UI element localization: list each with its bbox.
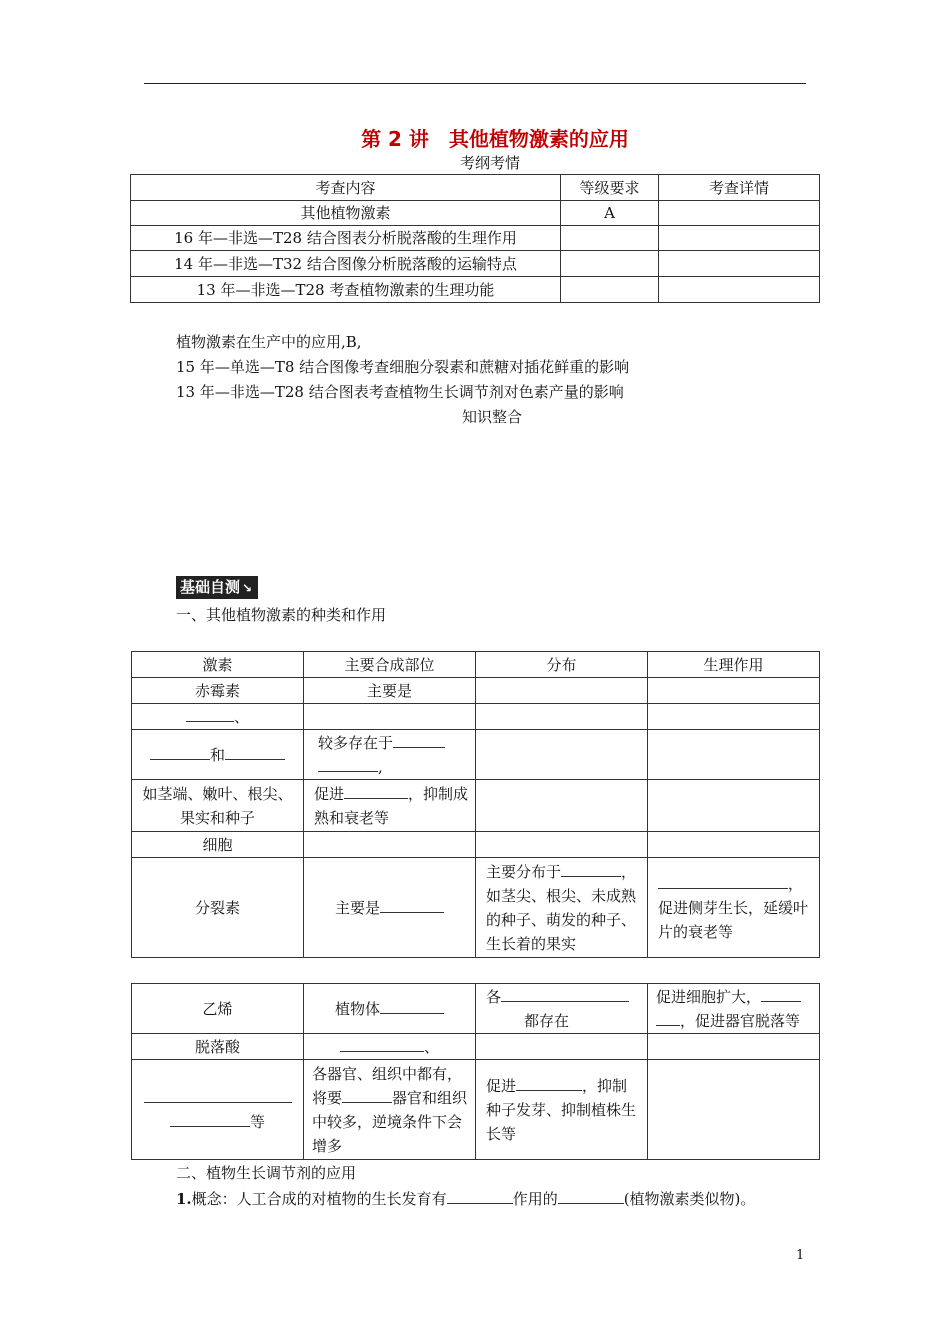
table-cell: 细胞: [132, 832, 304, 858]
table-cell: [304, 704, 476, 730]
table-cell: 乙烯: [132, 984, 304, 1034]
page-number: 1: [796, 1248, 805, 1263]
table-cell: 等: [132, 1060, 304, 1160]
table-cell: 促进 ，抑制成熟和衰老等: [304, 780, 476, 832]
answer-blank[interactable]: [393, 731, 445, 748]
table-cell: 如茎端、嫩叶、根尖、果实和种子: [132, 780, 304, 832]
table-cell: 较多存在于 ,: [304, 730, 476, 780]
header-cell: 主要合成部位: [304, 652, 476, 678]
table-header-row: [131, 175, 820, 201]
header-cell: 生理作用: [648, 652, 820, 678]
hormone-table-1: [131, 651, 820, 958]
header-cell: 激素: [132, 652, 304, 678]
arrow-down-right-icon: ↘: [242, 581, 253, 595]
table-cell: 脱落酸: [132, 1034, 304, 1060]
answer-blank[interactable]: [380, 896, 444, 913]
header-cell: 考查详情: [659, 175, 820, 201]
header-rule: [144, 83, 806, 84]
answer-blank[interactable]: [318, 755, 378, 772]
table-cell: [476, 678, 648, 704]
table-cell: [648, 832, 820, 858]
table-cell: 13 年—非选—T28 考查植物激素的生理功能: [131, 277, 561, 303]
section2-item-1: 1.概念：人工合成的对植物的生长发育有 作用的 (植物激素类似物)。: [176, 1187, 755, 1209]
table-row: [132, 704, 820, 730]
table-row: [131, 277, 820, 303]
table-cell: [476, 704, 648, 730]
table-cell: 植物体: [304, 984, 476, 1034]
table-row: [132, 832, 820, 858]
answer-blank[interactable]: [501, 985, 629, 1002]
answer-blank[interactable]: [150, 743, 210, 760]
answer-blank[interactable]: [558, 1187, 624, 1204]
table-cell: [648, 1060, 820, 1160]
page-subtitle: 考纲考情: [459, 154, 520, 172]
page-title: 第 2 讲 其他植物激素的应用: [361, 127, 629, 151]
answer-blank[interactable]: [380, 997, 444, 1014]
section2-title: 二、植物生长调节剂的应用: [176, 1164, 357, 1182]
table-cell: [659, 201, 820, 226]
exam-table: [130, 174, 820, 303]
table-cell: 和: [132, 730, 304, 780]
answer-blank[interactable]: [561, 860, 621, 877]
table-cell: 主要是: [304, 858, 476, 958]
table-cell: [659, 251, 820, 277]
exam-note: 13 年—非选—T28 结合图表考查植物生长调节剂对色素产量的影响: [176, 383, 624, 401]
table-cell: 促进细胞扩大， ，促进器官脱落等: [648, 984, 820, 1034]
table-cell: 各器官、组织中都有，将要 器官和组织中较多，逆境条件下会增多: [304, 1060, 476, 1160]
exam-note: 植物激素在生产中的应用,B,: [176, 333, 362, 351]
table-cell: 、: [304, 1034, 476, 1060]
table-cell: [561, 277, 659, 303]
table-row: [131, 251, 820, 277]
table-cell: [561, 251, 659, 277]
table-cell: 主要分布于 ，如茎尖、根尖、未成熟的种子、萌发的种子、生长着的果实: [476, 858, 648, 958]
table-cell: ，促进侧芽生长，延缓叶片的衰老等: [648, 858, 820, 958]
item-number: 1.: [176, 1190, 192, 1208]
answer-blank[interactable]: [658, 872, 788, 889]
table-cell: 其他植物激素: [131, 201, 561, 226]
answer-blank[interactable]: [656, 1009, 680, 1026]
knowledge-heading: 知识整合: [461, 408, 522, 426]
table-cell: [476, 832, 648, 858]
table-cell: [648, 780, 820, 832]
table-cell: 促进 ，抑制种子发芽、抑制植株生长等: [476, 1060, 648, 1160]
header-cell: 等级要求: [561, 175, 659, 201]
table-cell: 、: [132, 704, 304, 730]
answer-blank[interactable]: [761, 985, 801, 1002]
table-cell: [476, 1034, 648, 1060]
table-row: [132, 1034, 820, 1060]
table-row: [132, 984, 820, 1034]
table-cell: 分裂素: [132, 858, 304, 958]
table-cell: 16 年—非选—T28 结合图表分析脱落酸的生理作用: [131, 226, 561, 251]
section1-title: 一、其他植物激素的种类和作用: [176, 606, 387, 624]
table-cell: [476, 730, 648, 780]
table-cell: [476, 780, 648, 832]
section-badge: [176, 576, 258, 599]
table-cell: 各 都存在: [476, 984, 648, 1034]
table-cell: [304, 832, 476, 858]
table-row: [132, 858, 820, 958]
answer-blank[interactable]: [340, 1035, 424, 1052]
table-row: [132, 730, 820, 780]
header-cell: 分布: [476, 652, 648, 678]
table-row: [131, 226, 820, 251]
table-row: [132, 1060, 820, 1160]
table-row: [131, 201, 820, 226]
table-cell: [659, 226, 820, 251]
table-cell: [648, 678, 820, 704]
answer-blank[interactable]: [342, 1086, 392, 1103]
badge-label: 基础自测: [180, 578, 241, 596]
table-cell: [648, 1034, 820, 1060]
answer-blank[interactable]: [225, 743, 285, 760]
table-cell: 14 年—非选—T32 结合图像分析脱落酸的运输特点: [131, 251, 561, 277]
answer-blank[interactable]: [170, 1110, 250, 1127]
answer-blank[interactable]: [144, 1086, 292, 1103]
hormone-table-2: [131, 983, 820, 1160]
table-cell: 主要是: [304, 678, 476, 704]
table-cell: [648, 730, 820, 780]
table-row: [132, 780, 820, 832]
table-cell: [561, 226, 659, 251]
table-cell: [648, 704, 820, 730]
table-row: [132, 678, 820, 704]
exam-note: 15 年—单选—T8 结合图像考查细胞分裂素和蔗糖对插花鲜重的影响: [176, 358, 630, 376]
answer-blank[interactable]: [447, 1187, 513, 1204]
answer-blank[interactable]: [186, 705, 234, 722]
table-cell: [659, 277, 820, 303]
table-cell: A: [561, 201, 659, 226]
table-cell: 赤霉素: [132, 678, 304, 704]
header-cell: 考查内容: [131, 175, 561, 201]
answer-blank[interactable]: [344, 782, 408, 799]
answer-blank[interactable]: [516, 1074, 582, 1091]
table-header-row: [132, 652, 820, 678]
